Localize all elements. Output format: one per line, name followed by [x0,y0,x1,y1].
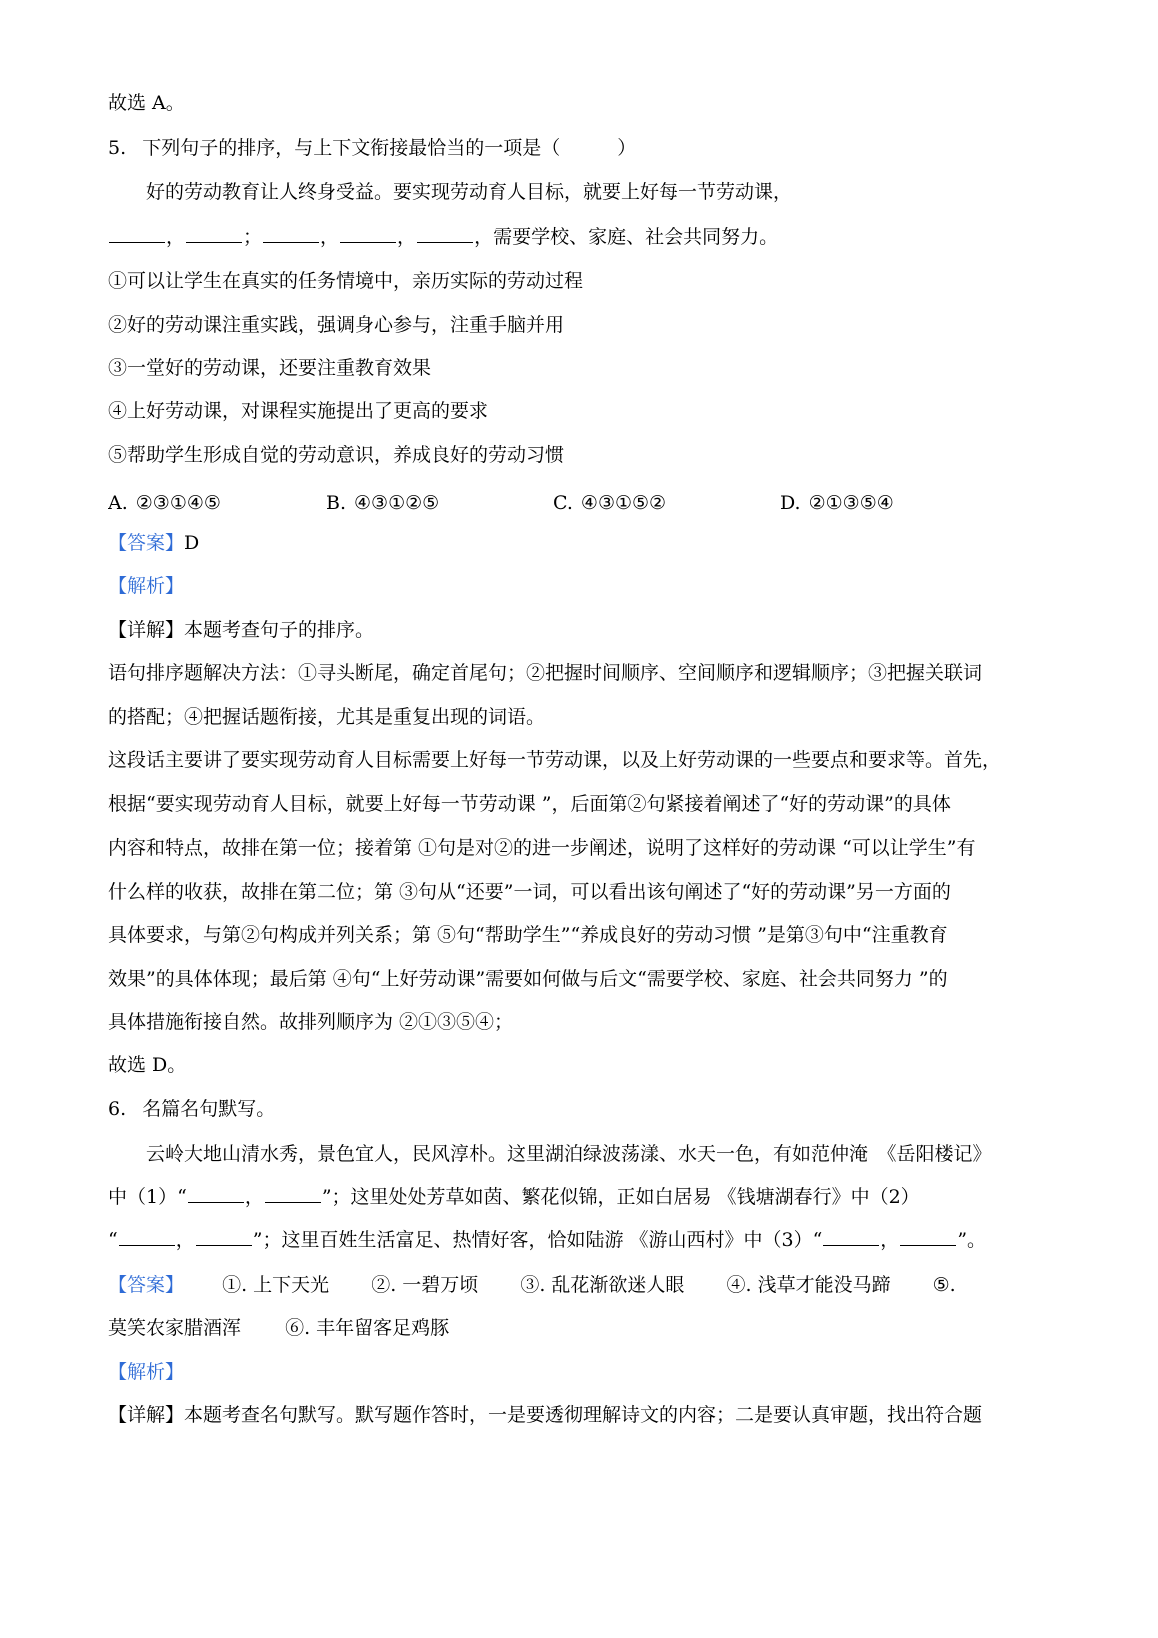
option-letter: D. [780,492,801,514]
q5-stem-line [108,133,1063,163]
q6-blank-6[interactable] [900,1225,956,1246]
answer-tag: 【答案】 [108,532,185,554]
q5-analysis-tag [108,571,1063,601]
option-b[interactable] [326,488,447,518]
q6-answer-2: ②. 一碧万顷 [371,1274,479,1296]
q5-options [108,488,1063,518]
q5-stem: 下列句子的排序，与上下文衔接最恰当的一项是（ ） [142,137,637,159]
detail-tag: 【详解】 [108,619,185,641]
text-segment: ”；这里百姓生活富足、热情好客，恰如陆游 《游山西村》中（3）“ [252,1229,823,1251]
q5-blank-3[interactable] [263,222,319,243]
separator: ， [320,226,340,248]
q5-passage-line1: 好的劳动教育让人终身受益。要实现劳动育人目标，就要上好每一节劳动课， [146,181,793,203]
q5-explain-line5: 具体要求，与第②句构成并列关系；第 ⑤句“帮助学生”“养成良好的劳动习惯 ”是第③句中“注重教育 [108,924,948,946]
text-segment: “ [108,1229,118,1251]
analysis-tag: 【解析】 [108,575,185,597]
detail-tag: 【详解】 [108,1404,185,1426]
q5-answer [108,528,1063,558]
q6-blank-1[interactable] [188,1182,244,1203]
option-d[interactable] [780,488,902,518]
q5-number: 5. [108,137,127,159]
q5-passage-tail: 需要学校、家庭、社会共同努力。 [493,226,779,248]
q6-passage-line1: 云岭大地山清水秀，景色宜人，民风淳朴。这里湖泊绿波荡漾、水天一色，有如范仲淹 《岳阳楼记》 [146,1143,992,1165]
option-letter: A. [108,492,128,514]
separator: ； [243,226,263,248]
option-c[interactable] [553,488,674,518]
q5-blank-4[interactable] [340,222,396,243]
separator: ， [244,1186,264,1208]
separator: ， [397,226,417,248]
q5-explain-line7: 具体措施衔接自然。故排列顺序为 ②①③⑤④； [108,1011,514,1033]
option-text: ④③①②⑤ [354,492,440,514]
answer-value: D [184,532,200,554]
separator: ， [166,226,186,248]
separator: ， [474,226,494,248]
q5-explain-line4: 什么样的收获，故排在第二位；第 ③句从“还要”一词，可以看出该句阐述了“好的劳动课”另一方面的 [108,881,951,903]
q6-stem: 名篇名句默写。 [142,1098,276,1120]
option-letter: C. [553,492,573,514]
separator: ， [880,1229,900,1251]
q5-explain-line6: 效果”的具体体现；最后第 ④句“上好劳动课”需要如何做与后文“需要学校、家庭、社会共同努力 ”的 [108,968,948,990]
q6-blank-5[interactable] [823,1225,879,1246]
q5-conclusion: 故选 D。 [108,1054,187,1076]
q6-answer-5-number: ⑤. [932,1274,956,1296]
option-letter: B. [326,492,347,514]
q5-sentence-3: ③一堂好的劳动课，还要注重教育效果 [108,357,432,379]
q6-answer-5: 莫笑农家腊酒浑 [108,1317,242,1339]
q6-answer-6: ⑥. 丰年留客足鸡豚 [285,1317,450,1339]
previous-conclusion: 故选 A。 [108,92,185,114]
q5-blank-1[interactable] [109,222,165,243]
q5-sentence-4: ④上好劳动课，对课程实施提出了更高的要求 [108,400,489,422]
text-segment: 中（1）“ [108,1186,187,1208]
q6-number: 6. [108,1098,127,1120]
q6-answer-line1 [108,1270,1063,1300]
q6-stem-line [108,1094,1063,1124]
option-text: ④③①⑤② [580,492,667,514]
q5-method-line1: 语句排序题解决方法：①寻头断尾，确定首尾句；②把握时间顺序、空间顺序和逻辑顺序；③把握关联词 [108,662,983,684]
q5-detail [108,615,1063,645]
q6-blank-3[interactable] [119,1225,175,1246]
q6-analysis-tag [108,1357,1063,1387]
q6-answer-4: ④. 浅草才能没马蹄 [726,1274,891,1296]
option-text: ②①③⑤④ [808,492,894,514]
q6-blank-4[interactable] [196,1225,252,1246]
q5-explain-line3: 内容和特点，故排在第一位；接着第 ①句是对②的进一步阐述，说明了这样好的劳动课 “可以让学生”有 [108,837,976,859]
q5-explain-line1: 这段话主要讲了要实现劳动育人目标需要上好每一节劳动课，以及上好劳动课的一些要点和要求等。首先， [108,749,1002,771]
text-segment: ”；这里处处芳草如茵、繁花似锦，正如白居易 《钱塘湖春行》中（2） [321,1186,920,1208]
q5-sentence-2: ②好的劳动课注重实践，强调身心参与，注重手脑并用 [108,314,565,336]
q6-detail [108,1400,1063,1430]
q5-blank-2[interactable] [186,222,242,243]
q6-answer-3: ③. 乱花渐欲迷人眼 [520,1274,685,1296]
q5-sentence-5: ⑤帮助学生形成自觉的劳动意识，养成良好的劳动习惯 [108,444,565,466]
separator: ， [175,1229,195,1251]
option-a[interactable] [108,488,229,518]
detail-text: 本题考查名句默写。默写题作答时，一是要透彻理解诗文的内容；二是要认真审题，找出符合题 [184,1404,983,1426]
q5-method-line2: 的搭配；④把握话题衔接，尤其是重复出现的词语。 [108,706,546,728]
answer-tag: 【答案】 [108,1274,185,1296]
q5-blank-5[interactable] [417,222,473,243]
q5-passage-line2 [108,222,1063,252]
q6-blank-2[interactable] [265,1182,321,1203]
detail-text: 本题考查句子的排序。 [184,619,375,641]
analysis-tag: 【解析】 [108,1361,185,1383]
q5-sentence-1: ①可以让学生在真实的任务情境中，亲历实际的劳动过程 [108,270,584,292]
q5-explain-line2: 根据“要实现劳动育人目标，就要上好每一节劳动课 ”，后面第②句紧接着阐述了“好的劳动课”的具体 [108,793,951,815]
text-segment: ”。 [957,1229,987,1251]
q6-answer-line2 [108,1313,1063,1343]
q6-passage-line2 [108,1182,1063,1212]
q6-answer-1: ①. 上下天光 [222,1274,330,1296]
option-text: ②③①④⑤ [135,492,221,514]
q6-passage-line3 [108,1225,1063,1255]
